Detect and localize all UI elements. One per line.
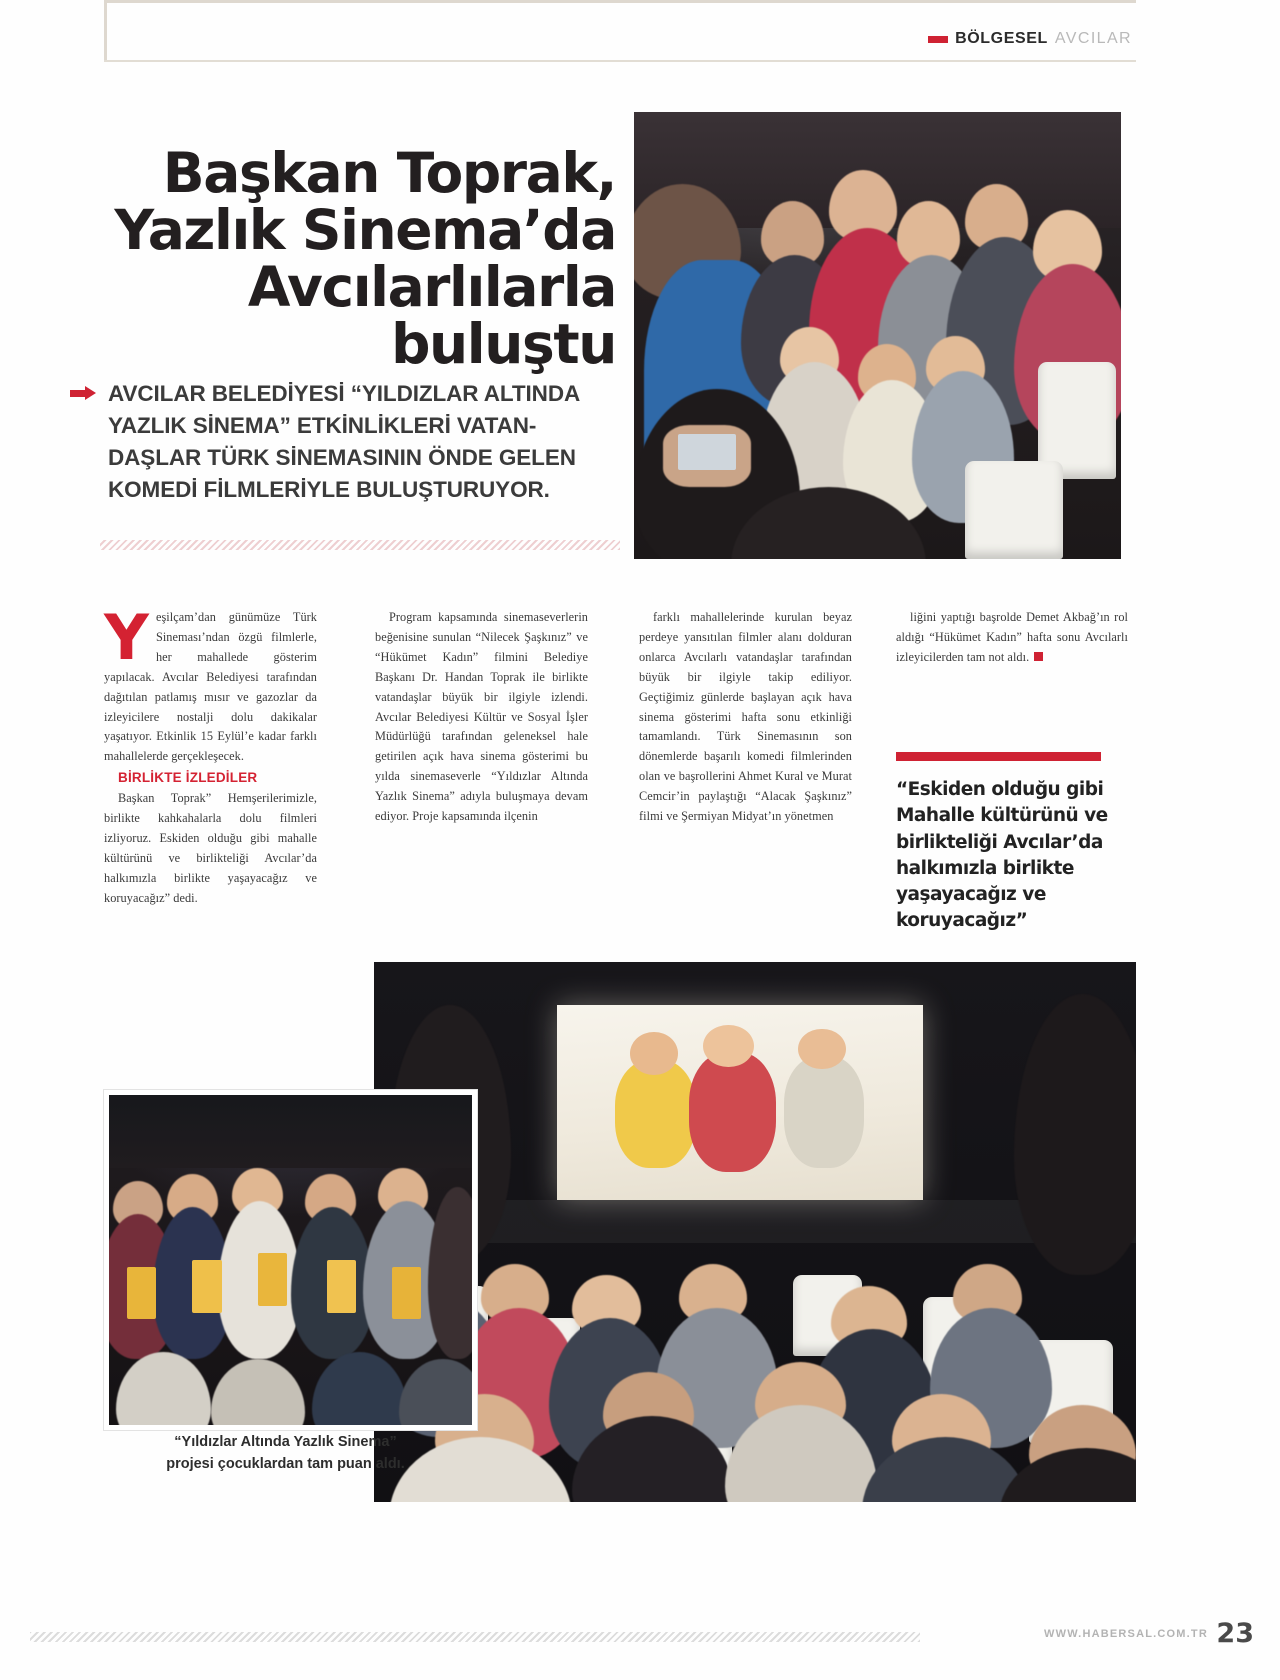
body-paragraph-2-1: Program kapsamında sinemaseverlerin beğenisine sunulan “Nilecek Şaşkınız” ve “Hükümet Kadın” filmini Belediye Başkanı Dr. Handan Toprak ile birlikte vatandaşlar büyük bir ilgiyle izlendi. Avcılar Belediyesi Kültür ve Sosyal İşler Müdürlüğü tarafından geleneksel hale getirilen açık hava sinema gösterimi bu yılda sinemaseverle “Yıldızlar Altında Yazlık Sinema” adıyla buluşmaya devam ediyor. Proje kapsamında ilçenin: [375, 610, 588, 824]
body-paragraph-4-1: [896, 608, 1128, 668]
photo-children-inset-scene: [109, 1095, 472, 1425]
photo-audience-top: [634, 112, 1121, 559]
headline-line-4: buluştu: [391, 312, 616, 377]
projection-screen: [557, 1005, 923, 1199]
footer-dotted-divider: [30, 1632, 920, 1642]
footer-website-url: WWW.HABERSAL.COM.TR: [1044, 1628, 1208, 1640]
arrow-right-icon: [70, 386, 98, 400]
section-header: [928, 30, 1132, 48]
headline-line-1: Başkan Toprak,: [162, 140, 616, 205]
body-column-2: [375, 608, 588, 827]
body-paragraph-1-2: Başkan Toprak” Hemşerilerimizle, birlikte kahkahalarla dolu filmleri izliyoruz. Eskiden olduğu gibi mahalle kültürünü ve birlikteliği Avcılar’da halkımızla birlikte yaşayacağız ve koruyacağız” dedi.: [104, 791, 317, 905]
section-label-primary: BÖLGESEL: [955, 30, 1048, 47]
pull-quote-block: [896, 752, 1128, 935]
body-column-3: [639, 608, 852, 827]
page-title: [96, 140, 616, 377]
photo-openair-cinema-scene: [374, 962, 1136, 1502]
end-of-article-mark-icon: [1034, 652, 1043, 661]
photo-audience-top-scene: [634, 112, 1121, 559]
photo-children-inset: [104, 1090, 477, 1430]
body-paragraph-3-1: farklı mahallelerinde kurulan beyaz perdeye yansıtılan filmler alanı dolduran onlarca Avcılarlı vatandaşlar tarafından büyük bir ilgiyle takip ediliyor. Geçtiğimiz günlerde başlayan açık hava sinema gösterimi hafta sonu etkinliği tamamlandı. Türk Sinemasının son dönemlerde başarılı komedi filmlerinden olan ve başrollerini Ahmet Kural ve Murat Cemcir’in paylaştığı “Alacak Şaşkınız” filmi ve Şermiyan Midyat’ın yönetmen: [639, 610, 852, 824]
pull-quote-text: “Eskiden olduğu gibi Mahalle kültürünü ve birlikteliği Avcılar’da halkımızla birlikte yaşayacağız ve koruyacağız”: [896, 779, 1108, 932]
page-number: 23: [1216, 1618, 1254, 1649]
body-paragraph-1-1: [104, 601, 317, 767]
photo-openair-cinema: [374, 962, 1136, 1502]
photo-caption-line-1: “Yıldızlar Altında Yazlık Sinema”: [174, 1434, 397, 1450]
section-dash-icon: [928, 36, 948, 43]
body-paragraph-4-1-text: liğini yaptığı başrolde Demet Akbağ’ın rol aldığı “Hükümet Kadın” hafta sonu Avcılarlı izleyicilerden tam not aldı.: [896, 610, 1128, 664]
body-column-1: [104, 601, 317, 909]
photo-caption: [104, 1432, 467, 1476]
headline-line-2: Yazlık Sinema’da: [114, 198, 616, 263]
section-label-secondary: AVCILAR: [1054, 30, 1132, 47]
header-divider-rule: [104, 60, 1136, 62]
headline-line-3: Avcılarlılarla: [247, 255, 616, 320]
kicker-block: [70, 378, 615, 506]
kicker-text: AVCILAR BELEDİYESİ “YILDIZLAR ALTINDA YAZLIK SİNEMA” ETKİNLİKLERİ VATANDAŞLAR TÜRK SİNEMASININ ÖNDE GELEN KOMEDİ FİLMLERİYLE BULUŞTURUYOR.: [108, 381, 580, 502]
kicker-dotted-divider: [100, 540, 620, 550]
section-subheading: BİRLİKTE İZLEDİLER: [118, 770, 258, 786]
body-paragraph-1-1-text: eşilçam’dan günümüze Türk Sineması’ndan özgü filmlerle, her mahallede gösterim yapılacak. Avcılar Belediyesi tarafından dağıtılan patlamış mısır ve gazozlar da izleyicilere nostalji dolu dakikalar yaşatıyor. Etkinlik 15 Eylül’e kadar farklı mahallelerde gerçekleşecek.: [104, 610, 317, 764]
photo-caption-line-2: projesi çocuklardan tam puan aldı.: [166, 1455, 405, 1472]
body-column-4: [896, 608, 1128, 668]
drop-cap: Y: [104, 601, 149, 674]
pull-quote-rule: [896, 752, 1101, 761]
